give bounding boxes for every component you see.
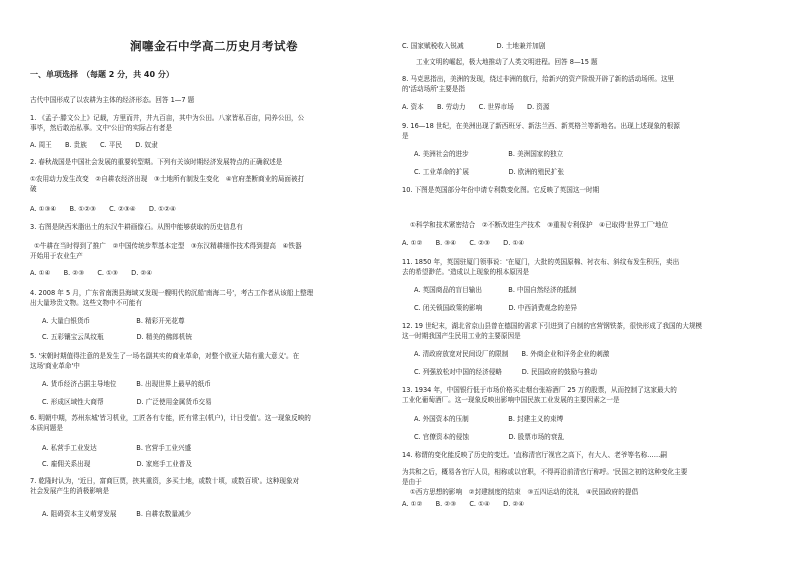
right-text-line: 工业化葡萄酒厂。这一现象反映出影响中国民族工业发展的主要因素之一是 bbox=[402, 396, 620, 404]
left-text-line: 这场'商业革命'中 bbox=[30, 362, 80, 370]
right-text-line: 10. 下图是英国部分年份申请专利数变化图。它反映了英国这一时期 bbox=[402, 186, 600, 194]
left-text-line: A. 货币经济占据主导地位 B. 出现世界上最早的纸币 bbox=[42, 380, 211, 388]
right-text-line: C. 列强放松对中国的经济侵略 D. 民国政府的鼓励与推动 bbox=[414, 368, 597, 376]
left-text-line: 3. 右图是陕西米脂出土的东汉牛耕画像石。从图中能够获取的历史信息有 bbox=[30, 223, 243, 231]
right-text-line: C. 国家赋税收入锐减 D. 土地兼并加剧 bbox=[402, 42, 546, 50]
left-text-line: 开始用于农业生产 bbox=[30, 252, 83, 260]
section-heading: 一、单项选择 （每题 2 分，共 40 分） bbox=[30, 70, 174, 79]
right-text-line: 去的希望渺茫。'造成以上现象的根本原因是 bbox=[402, 268, 530, 276]
left-text-line: 社会发展产生的消极影响是 bbox=[30, 487, 110, 495]
right-text-line: 为共和之后，概易各官厅人员，相称或以官职，不得再沿前清官厅称呼。'民国之初的这种变化主要 bbox=[402, 468, 688, 476]
right-text-line: A. 英国商品的盲目输出 B. 中国自然经济的抵制 bbox=[414, 286, 577, 294]
left-text-line: 4. 2008 年 5 月，广东省南澳县海域又发现一艘明代的沉船'南海二号'，考古工作者从该船上整理 bbox=[30, 289, 314, 297]
right-text-line: A. 外国资本的压制 B. 封建主义的束缚 bbox=[414, 415, 564, 423]
left-text-line: ①农用动力发生改变 ②自耕农经济出现 ③土地所有制发生变化 ④官府垄断商业的局面被打 bbox=[30, 175, 305, 183]
right-text-line: A. 清政府放宽对民间设厂的限制 B. 外商企业和洋务企业的刺激 bbox=[414, 350, 610, 358]
right-text-line: C. 工业革命的扩展 D. 欧洲的殖民扩张 bbox=[414, 168, 564, 176]
right-text-line: 是由于 bbox=[402, 478, 422, 486]
left-text-line: ①牛耕在当时得到了推广 ②中国传统步犁基本定型 ③东汉精耕细作技术得到提高 ④铁器 bbox=[34, 242, 302, 250]
right-text-line: A. 美洲社会的进步 B. 美洲国家的独立 bbox=[414, 150, 564, 158]
right-text-line: C. 闭关锁国政策的影响 D. 中西消费观念的差异 bbox=[414, 304, 578, 312]
left-text-line: C. 雇佣关系出现 D. 家庭手工业普及 bbox=[42, 460, 192, 468]
right-text-line: 12. 19 世纪末，湖北省京山县曾在德国的需求下引进到了自制的官营钢铁茶，很快形成了我国的大规模 bbox=[402, 322, 703, 330]
left-text-line: 事毕，然后敢治私事。文中'公田'的实际占有者是 bbox=[30, 124, 173, 132]
right-text-line: A. ①② B. ③④ C. ②③ D. ①④ bbox=[402, 239, 525, 247]
left-text-line: 6. 明朝中期，苏州东城'皆习机业，工匠各有专能，匠有常主(机户)，计日受值'。这一现象反映的 bbox=[30, 414, 311, 422]
right-text-line: ①西方思想的影响 ②封建制度的结束 ③五四运动的洗礼 ④民国政府的提倡 bbox=[410, 488, 639, 496]
left-text-line: C. 五彩镶宝云凤纹瓶 D. 精美的佛郎机铳 bbox=[42, 333, 192, 341]
left-text-line: 破 bbox=[30, 185, 37, 193]
exam-title: 涧噻金石中学高二历史月考试卷 bbox=[130, 39, 298, 53]
left-text-line: 7. 乾隆时认为，'近日，富商巨贾，挟其重资，多买土地，或数十顷，或数百顷'。这种现象对 bbox=[30, 477, 300, 485]
left-text-line: A. ①④ B. ②③ C. ①③ D. ②④ bbox=[30, 269, 153, 277]
left-text-line: A. 私营手工业发达 B. 官营手工业兴盛 bbox=[42, 444, 192, 452]
right-text-line: 8. 马克思指出，美洲的发现，绕过非洲的航行，给新兴的资产阶级开辟了新的活动场所。这里 bbox=[402, 75, 675, 83]
right-text-line: 13. 1934 年，中国银行低于市场价格买走烟台张裕酒厂 25 万的股票，从而控制了这家最大的 bbox=[402, 386, 677, 394]
right-text-line: 是 bbox=[402, 132, 409, 140]
left-text-line: 出大量珍贵文物。这些文物中不可能有 bbox=[30, 299, 143, 307]
left-text-line: A. ①③④ B. ①②③ C. ②③④ D. ①②④ bbox=[30, 205, 176, 213]
left-text-line: A. 大量白银货币 B. 精彩开光花尊 bbox=[42, 317, 185, 325]
right-text-line: 工业文明的崛起，极大地推动了人类文明进程。回答 8—15 题 bbox=[416, 58, 598, 66]
right-text-line: 这一时期我国产生民用工业的主要原因是 bbox=[402, 332, 521, 340]
left-text-line: 1. 《孟子·滕文公上》记载，方里而井，井九百亩，其中为公田。八家皆私百亩，同养公田，公 bbox=[30, 114, 305, 122]
right-text-line: 的'活动场所'主要是指 bbox=[402, 85, 465, 93]
left-text-line: C. 形成区域性大商帮 D. 广泛使用金属货币交易 bbox=[42, 398, 212, 406]
section-intro: 古代中国形成了以农耕为主体的经济形态。回答 1—7 题 bbox=[30, 96, 195, 104]
right-text-line: ①科学和技术紧密结合 ②不断改进生产技术 ③重视专利保护 ④已取得'世界工厂'地位 bbox=[410, 221, 669, 229]
right-text-line: 11. 1850 年，英国驻厦门领事说：'在厦门，大批的英国原棉、衬衣布、斜纹布发生积压，卖出 bbox=[402, 258, 680, 266]
right-text-line: 9. 16—18 世纪，在美洲出现了新西班牙、新法兰西、新英格兰等新地名。出现上述现象的根源 bbox=[402, 122, 680, 130]
left-text-line: A. 周王 B. 贵族 C. 平民 D. 奴隶 bbox=[30, 141, 158, 149]
right-text-line: 14. 称谓的变化能反映了历史的变迁。'直称清官厅视官之高下，有大人、老爷等名称……嗣 bbox=[402, 451, 667, 459]
right-text-line: C. 官僚资本的侵蚀 D. 股票市场的衰乱 bbox=[414, 433, 564, 441]
right-text-line: A. ①② B. ②③ C. ①④ D. ②④ bbox=[402, 500, 525, 508]
left-text-line: 本质问题是 bbox=[30, 424, 63, 432]
left-text-line: A. 阻碍资本主义萌芽发展 B. 自耕农数量减少 bbox=[42, 510, 192, 518]
left-text-line: 5. '宋朝时期值得注意的是发生了一场名副其实的商业革命，对整个欧亚大陆有重大意义'。在 bbox=[30, 352, 300, 360]
left-text-line: 2. 春秋战国是中国社会发展的重要转型期。下列有关该时期经济发展特点的正确叙述是 bbox=[30, 158, 283, 166]
right-text-line: A. 资本 B. 劳动力 C. 世界市场 D. 资源 bbox=[402, 103, 550, 111]
